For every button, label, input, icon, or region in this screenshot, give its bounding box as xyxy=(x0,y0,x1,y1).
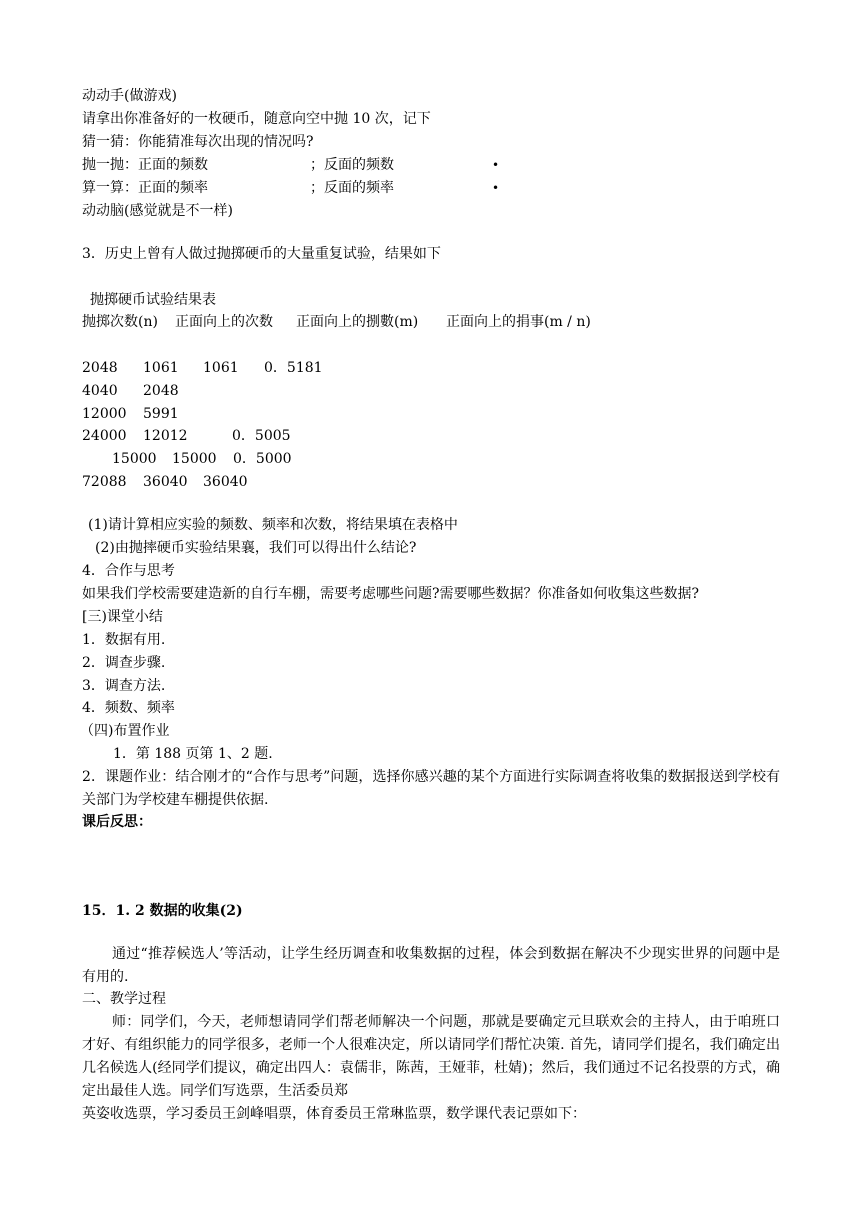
table-header: 正面向上的捐事(m / n) xyxy=(446,314,591,330)
table-cell: 0．5181 xyxy=(264,360,323,376)
table-cell: 24000 xyxy=(82,428,127,444)
table-cell: 2048 xyxy=(143,383,179,399)
summary-item: 3．调查方法. xyxy=(82,678,166,694)
section-goal: 通过“推荐候选人’等活动，让学生经历调查和收集数据的过程，体会到数据在解决不少现实世界的问题中是有用的. xyxy=(82,946,780,985)
section-title: 15．1. 2 数据的收集(2) xyxy=(82,903,243,919)
homework-item-2: 2．课题作业：结合刚才的“合作与思考”问题，选择你感兴趣的某个方面进行实际调查将收集的数据报送到学校有关部门为学校建车棚提供依据. xyxy=(82,769,780,808)
table-title: 抛掷硬币试验结果表 xyxy=(90,292,216,308)
table-cell: 36040 xyxy=(203,474,248,490)
question-2: (2)由抛摔硬币实验结果襄，我们可以得出什么结论? xyxy=(95,540,417,556)
activity-instruction: 请拿出你准备好的一枚硬币，随意向空中抛 10 次，记下 xyxy=(82,111,431,127)
table-header: 正面向上的捌數(m) xyxy=(296,314,419,330)
bullet-dot-icon: • xyxy=(492,181,500,195)
table-cell: 0．5000 xyxy=(233,451,292,467)
table-cell: 15000 xyxy=(172,451,217,467)
summary-item: 1．数据有用. xyxy=(82,632,166,648)
table-cell: 1061 xyxy=(143,360,179,376)
table-cell: 12000 xyxy=(82,406,127,422)
table-cell: 72088 xyxy=(82,474,127,490)
table-header: 抛掷次数(n) xyxy=(82,314,158,330)
bullet-dot-icon: • xyxy=(492,158,500,172)
question-1: (1)请计算相应实验的频数、频率和次数，将结果填在表格中 xyxy=(88,517,458,533)
process-heading: 二、教学过程 xyxy=(82,991,166,1007)
table-cell: 0．5005 xyxy=(232,428,291,444)
reflection-label: 课后反思： xyxy=(82,814,152,830)
calc-separator: ；反面的频率 xyxy=(310,180,394,196)
calc-label: 算一算：正面的频率 xyxy=(82,180,208,196)
cooperation-question: 如果我们学校需要建造新的自行车棚，需要考虑哪些问题?需要哪些数据？你准备如何收集这些数据? xyxy=(82,586,700,602)
cooperation-heading: 4．合作与思考 xyxy=(82,563,175,579)
history-heading: 3．历史上曾有人做过抛掷硬币的大量重复试验，结果如下 xyxy=(82,246,441,262)
summary-item: 2．调查步骤. xyxy=(82,655,166,671)
toss-separator: ；反面的频数 xyxy=(310,157,394,173)
teacher-paragraph: 师：同学们，今天，老师想请同学们帮老师解决一个问题，那就是要确定元旦联欢会的主持人，由于咱班口才好、有组织能力的同学很多，老师一个人很难决定，所以请同学们帮忙决策. 首先，请同学们提名，我们确定出几名候选人(经同学们提议，确定出四人：袁儒非，陈茜，王娅菲，杜婧)；然后，我们通过不记名投票的方式，确定出最佳人选。同学们写选票，生活委员郑 xyxy=(82,1014,780,1099)
table-cell: 2048 xyxy=(82,360,118,376)
activity-guess: 猜一猜：你能猜准每次出现的情况吗? xyxy=(82,134,314,150)
table-header: 正面向上的次数 xyxy=(175,314,273,330)
summary-item: 4．频数、频率 xyxy=(82,700,175,716)
toss-label: 抛一抛：正面的频数 xyxy=(82,157,208,173)
last-line: 英姿收选票，学习委员王剑峰唱票，体育委员王常琳监票，数学课代表记票如下： xyxy=(82,1106,586,1122)
homework-heading: （四)布置作业 xyxy=(80,723,170,739)
homework-item-1: 1．第 188 页第 1、2 题. xyxy=(113,746,273,762)
table-cell: 15000 xyxy=(112,451,157,467)
activity-title: 动动手(做游戏) xyxy=(82,88,177,104)
table-cell: 1061 xyxy=(203,360,239,376)
table-cell: 36040 xyxy=(143,474,188,490)
activity-brain: 动动脑(感觉就是不一样) xyxy=(82,203,233,219)
table-cell: 4040 xyxy=(82,383,118,399)
table-cell: 12012 xyxy=(143,428,188,444)
table-cell: 5991 xyxy=(143,406,179,422)
summary-heading: [三)课堂小结 xyxy=(82,609,163,625)
